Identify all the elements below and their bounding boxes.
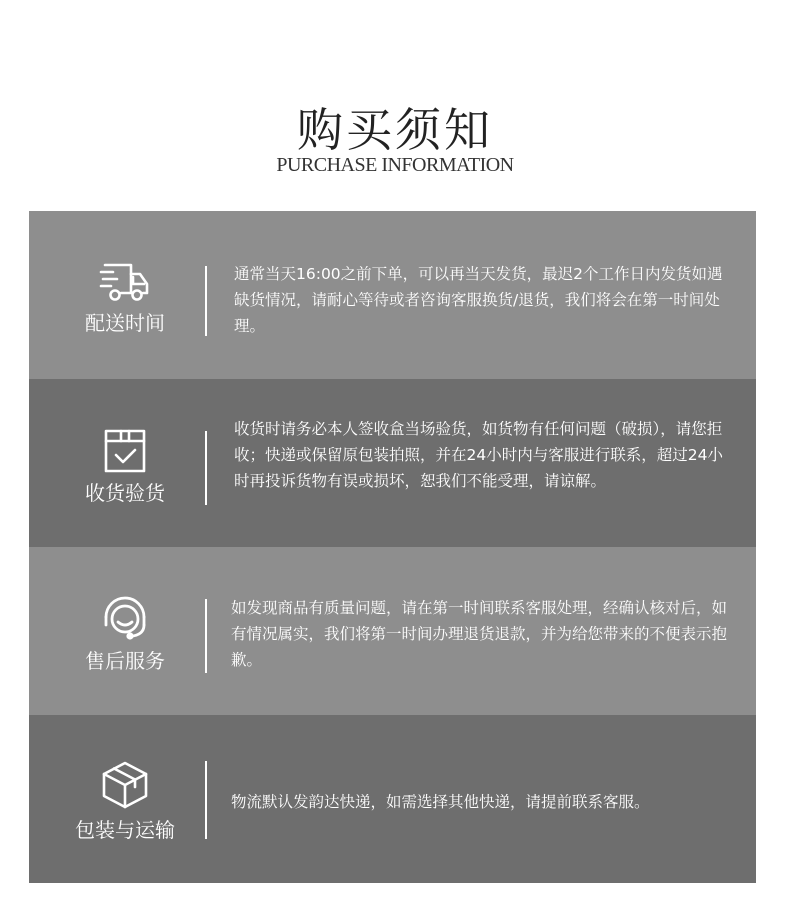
section-label: 收货验货 <box>85 481 165 505</box>
section-divider <box>205 431 207 505</box>
section-text: 收货时请务必本人签收盒当场验货，如货物有任何问题（破损），请您拒收；快递或保留原包装拍照，并在24小时内与客服进行联系，超过24小时再投诉货物有误或损坏，恕我们不能受理，请谅解。 <box>234 420 723 490</box>
section-label: 配送时间 <box>85 311 165 335</box>
section-divider <box>205 761 207 839</box>
package-box-icon <box>99 759 151 811</box>
section-label: 售后服务 <box>85 649 165 673</box>
section-divider <box>205 599 207 673</box>
package-check-icon <box>99 425 151 477</box>
section-divider <box>205 266 207 336</box>
section-text: 通常当天16:00之前下单，可以再当天发货，最迟2个工作日内发货如遇缺货情况，请耐心等待或者咨询客服换货/退货，我们将会在第一时间处理。 <box>234 265 723 335</box>
section-receiving-inspection <box>29 379 756 547</box>
section-delivery-time <box>29 211 756 379</box>
info-sections <box>29 211 756 883</box>
section-after-sales <box>29 547 756 715</box>
page-subtitle: PURCHASE INFORMATION <box>276 154 514 176</box>
page-title: 购买须知 <box>297 103 493 157</box>
section-text: 物流默认发韵达快递，如需选择其他快递，请提前联系客服。 <box>231 793 650 811</box>
section-text: 如发现商品有质量问题，请在第一时间联系客服处理，经确认核对后，如有情况属实，我们将第一时间办理退货退款，并为给您带来的不便表示抱歉。 <box>231 599 728 669</box>
delivery-truck-icon <box>99 257 151 309</box>
section-packaging-shipping <box>29 715 756 883</box>
section-label: 包装与运输 <box>75 818 175 842</box>
page-header <box>0 0 790 211</box>
headset-service-icon <box>97 591 153 647</box>
